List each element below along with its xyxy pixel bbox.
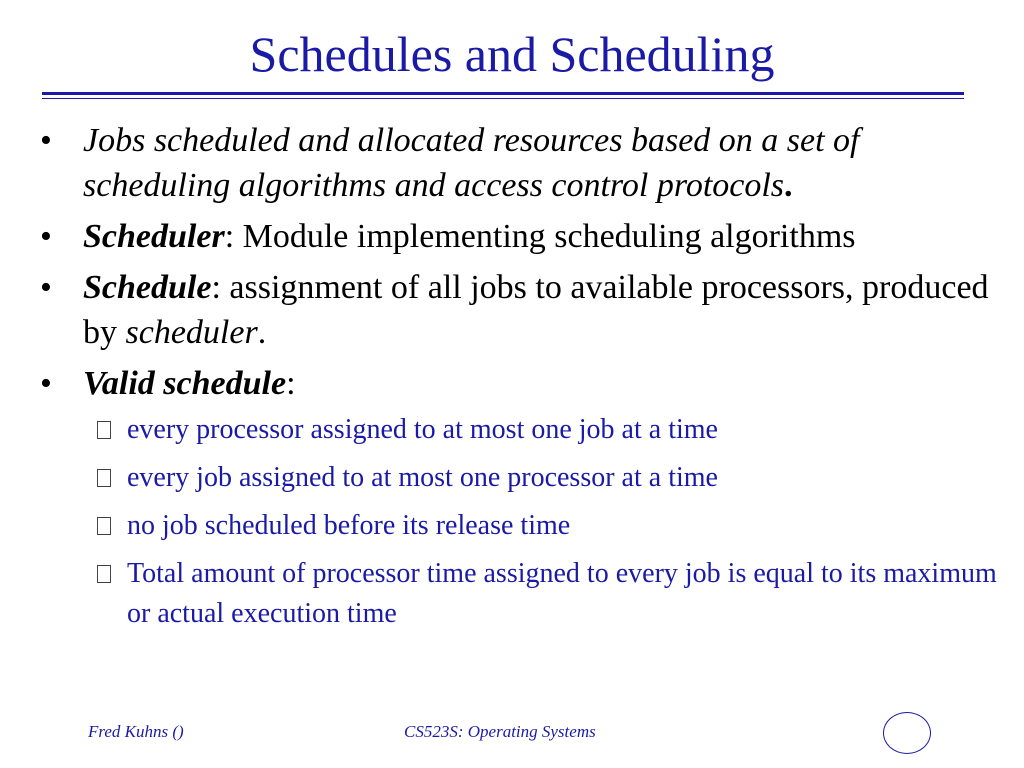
bullet-dot-icon: • (40, 269, 52, 306)
bullet-dot-icon: • (40, 122, 52, 159)
bullet-list (40, 118, 1010, 645)
slide-title: Schedules and Scheduling (249, 26, 775, 82)
sub-bullet-text: every job assigned to at most one processor at a time (127, 462, 718, 493)
bullet-term: Schedule (83, 269, 212, 306)
sub-bullet-text: Total amount of processor time assigned to every job is equal to its maximum or actual execution time (127, 558, 997, 629)
sub-bullet-list (83, 410, 1010, 634)
title-divider-thick (42, 92, 964, 95)
circle-logo-icon (883, 712, 931, 754)
bullet-text: Jobs scheduled and allocated resources based on a set of scheduling algorithms and access control protocols (83, 122, 860, 204)
footer-author: Fred Kuhns () (88, 722, 184, 741)
bullet-scheduler (40, 214, 1010, 259)
sub-bullet-text: no job scheduled before its release time (127, 510, 571, 541)
bullet-text: : assignment of all jobs to available processors, produced by (83, 269, 989, 351)
bullet-period: . (784, 167, 793, 204)
bullet-period: . (257, 314, 267, 351)
bullet-jobs-scheduled (40, 118, 1010, 208)
bullet-colon: : (286, 365, 296, 402)
bullet-term: Valid schedule (83, 365, 287, 402)
bullet-dot-icon: • (40, 365, 52, 402)
square-bullet-icon (97, 565, 111, 583)
title-divider-thin (42, 98, 964, 99)
square-bullet-icon (97, 469, 111, 487)
sub-bullet-item (83, 458, 1010, 498)
sub-bullet-item (83, 554, 1010, 634)
sub-bullet-item (83, 506, 1010, 546)
square-bullet-icon (97, 517, 111, 535)
bullet-text: : Module implementing scheduling algorithms (224, 218, 856, 255)
sub-bullet-text: every processor assigned to at most one job at a time (127, 414, 718, 445)
bullet-term: Scheduler (83, 218, 225, 255)
bullet-dot-icon: • (40, 218, 52, 255)
square-bullet-icon (97, 421, 111, 439)
footer-course: CS523S: Operating Systems (404, 722, 596, 741)
sub-bullet-item (83, 410, 1010, 450)
bullet-valid-schedule (40, 361, 1010, 634)
bullet-schedule (40, 265, 1010, 355)
bullet-emphasis: scheduler (125, 314, 258, 351)
